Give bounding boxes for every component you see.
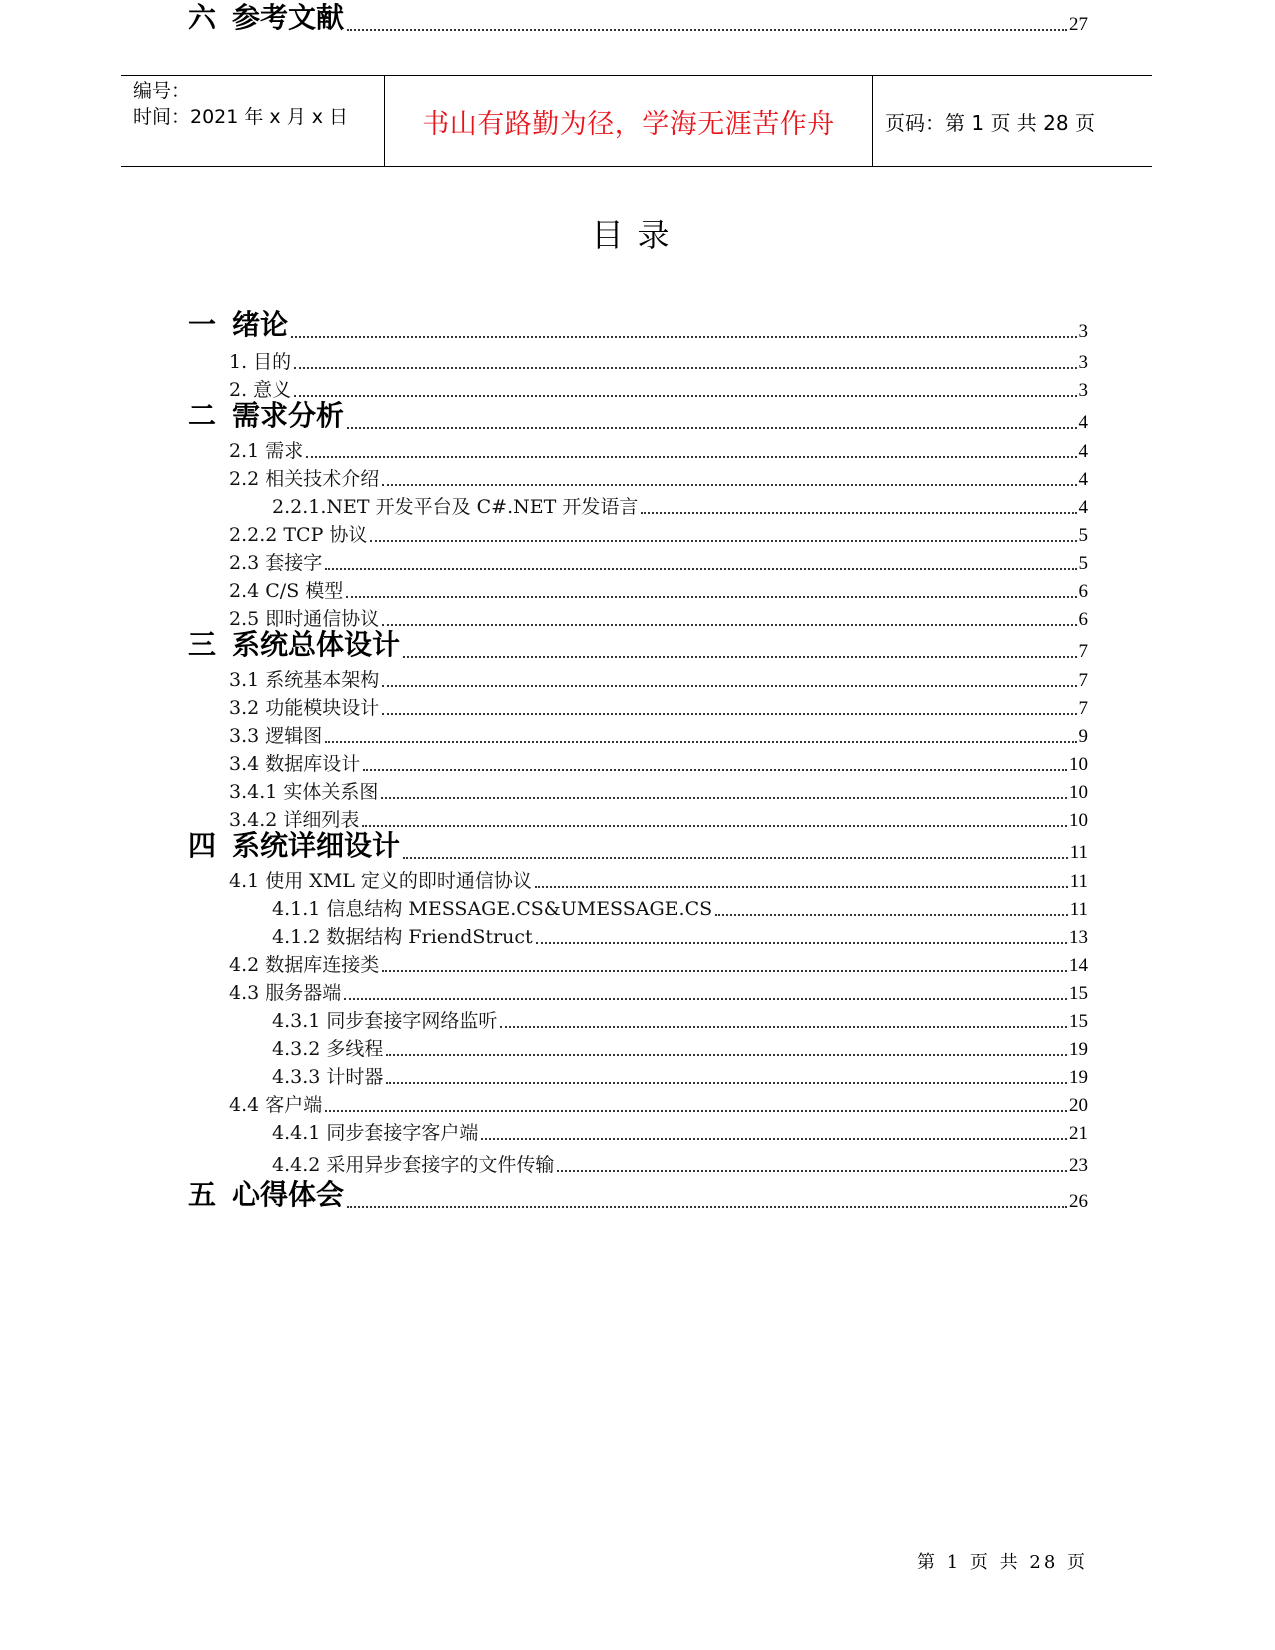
- dot-leader: [382, 624, 1076, 626]
- dot-leader: [500, 1026, 1067, 1028]
- toc-entry-title: 4.4.1 同步套接字客户端: [272, 1122, 479, 1144]
- header-left-cell: [121, 76, 385, 166]
- dot-leader: [386, 1054, 1067, 1056]
- toc-entry-title: 4.4 客户端: [229, 1094, 323, 1116]
- toc-entry: [229, 668, 1088, 692]
- toc-page-number: 10: [1069, 810, 1088, 831]
- page-footer: 第 1 页 共 28 页: [917, 1552, 1088, 1573]
- toc-entry: [229, 551, 1088, 575]
- toc-entry-title: 4.1.2 数据结构 FriendStruct: [272, 926, 533, 948]
- chapter-title: 心得体会: [232, 1178, 345, 1211]
- toc-page-number: 20: [1069, 1095, 1088, 1116]
- dot-leader: [325, 1110, 1067, 1112]
- dot-leader: [403, 857, 1068, 859]
- toc-entry-title: [188, 824, 400, 864]
- time-label: 时间：2021 年 x 月 x 日: [133, 106, 349, 128]
- toc-entry: [188, 0, 1088, 36]
- toc-entry: [229, 439, 1088, 463]
- toc-entry-title: 2.5 即时通信协议: [229, 608, 380, 630]
- dot-leader: [346, 596, 1076, 598]
- toc-page-number: 3: [1078, 352, 1088, 373]
- toc-entry-title: 4.2 数据库连接类: [229, 954, 380, 976]
- toc-entry: [229, 752, 1088, 776]
- toc-entry-title: 3.2 功能模块设计: [229, 697, 380, 719]
- dot-leader: [641, 512, 1076, 514]
- toc-entry-title: 4.1 使用 XML 定义的即时通信协议: [229, 870, 532, 892]
- chapter-title: 系统详细设计: [232, 829, 401, 862]
- dot-leader: [325, 568, 1076, 570]
- toc-entry-title: 1. 目的: [229, 351, 292, 373]
- toc-entry: [188, 627, 1088, 663]
- dot-leader: [344, 998, 1067, 1000]
- dot-leader: [386, 1082, 1067, 1084]
- toc-page-number: 3: [1078, 380, 1088, 401]
- toc-entry: [272, 925, 1088, 949]
- toc-page-number: 6: [1078, 609, 1088, 630]
- dot-leader: [382, 713, 1076, 715]
- toc-page-number: 7: [1078, 698, 1088, 719]
- chapter-number: 四: [188, 829, 217, 862]
- toc-page-number: 4: [1078, 412, 1088, 433]
- toc-entry: [272, 897, 1088, 921]
- dot-leader: [294, 367, 1076, 369]
- toc-entry: [272, 495, 1088, 519]
- chapter-number: 一: [188, 308, 217, 341]
- toc-page-number: 5: [1078, 525, 1088, 546]
- toc-entry-title: 2.2.1.NET 开发平台及 C#.NET 开发语言: [272, 496, 639, 518]
- toc-entry-title: 4.3.1 同步套接字网络监听: [272, 1010, 498, 1032]
- toc-entry-title: 2.2.2 TCP 协议: [229, 524, 368, 546]
- toc-entry: [229, 981, 1088, 1005]
- dot-leader: [362, 825, 1067, 827]
- dot-leader: [325, 741, 1076, 743]
- dot-leader: [403, 656, 1076, 658]
- chapter-number: 三: [188, 628, 217, 661]
- toc-entry: [229, 523, 1088, 547]
- toc-entry-title: [188, 303, 288, 343]
- toc-entry: [229, 1093, 1088, 1117]
- toc-page-number: 14: [1069, 955, 1088, 976]
- toc-entry-title: [188, 1173, 344, 1213]
- toc-page-number: 23: [1069, 1155, 1088, 1176]
- toc-entry-title: 3.4.2 详细列表: [229, 809, 360, 831]
- toc-page-number: 3: [1078, 321, 1088, 342]
- toc-entry: [229, 780, 1088, 804]
- toc-entry-title: [188, 0, 344, 36]
- chapter-number: 二: [188, 399, 217, 432]
- dot-leader: [363, 769, 1067, 771]
- toc-entry: [229, 467, 1088, 491]
- dot-leader: [382, 685, 1076, 687]
- toc-entry-title: [188, 623, 400, 663]
- dot-leader: [481, 1138, 1067, 1140]
- toc-entry: [229, 724, 1088, 748]
- toc-entry-title: 2.4 C/S 模型: [229, 580, 344, 602]
- dot-leader: [381, 797, 1067, 799]
- chapter-number: 六: [188, 1, 217, 34]
- toc-entry: [229, 953, 1088, 977]
- toc-entry: [272, 1121, 1088, 1145]
- toc-entry-title: 2. 意义: [229, 379, 292, 401]
- toc-page-number: 11: [1069, 899, 1088, 920]
- toc-page-number: 13: [1069, 927, 1088, 948]
- toc-page-number: 7: [1078, 641, 1088, 662]
- toc-entry: [188, 828, 1088, 864]
- motto-text: 书山有路勤为径，学海无涯苦作舟: [422, 108, 835, 140]
- serial-label: 编号：: [133, 80, 191, 102]
- toc-page-number: 19: [1069, 1039, 1088, 1060]
- toc-page-number: 9: [1078, 726, 1088, 747]
- dot-leader: [347, 29, 1067, 31]
- toc-entry-title: [188, 394, 344, 434]
- toc-entry-title: 4.1.1 信息结构 MESSAGE.CS&UMESSAGE.CS: [272, 898, 713, 920]
- toc-entry: [229, 869, 1088, 893]
- toc-page-number: 5: [1078, 553, 1088, 574]
- toc-page-number: 15: [1069, 983, 1088, 1004]
- dot-leader: [370, 540, 1076, 542]
- toc-page-number: 27: [1069, 14, 1088, 35]
- toc-entry: [272, 1153, 1088, 1177]
- toc-page-number: 26: [1069, 1191, 1088, 1212]
- header-middle-cell: [385, 76, 873, 166]
- toc-entry-title: 2.3 套接字: [229, 552, 323, 574]
- toc-page-number: 15: [1069, 1011, 1088, 1032]
- toc-entry-title: 3.4 数据库设计: [229, 753, 361, 775]
- dot-leader: [291, 336, 1076, 338]
- document-title: 目录: [591, 216, 684, 254]
- toc-entry-title: 3.1 系统基本架构: [229, 669, 380, 691]
- page-header: [121, 75, 1152, 167]
- toc-entry-title: 4.4.2 采用异步套接字的文件传输: [272, 1154, 555, 1176]
- toc-entry: [272, 1037, 1088, 1061]
- toc-page-number: 21: [1069, 1123, 1088, 1144]
- toc-entry-title: 4.3 服务器端: [229, 982, 342, 1004]
- toc-entry-title: 3.4.1 实体关系图: [229, 781, 379, 803]
- dot-leader: [294, 395, 1076, 397]
- toc-entry-title: 2.1 需求: [229, 440, 304, 462]
- header-right-cell: [873, 76, 1152, 166]
- toc-entry: [229, 350, 1088, 374]
- toc-page-number: 4: [1078, 497, 1088, 518]
- toc-page-number: 11: [1069, 871, 1088, 892]
- toc-entry-title: 4.3.3 计时器: [272, 1066, 384, 1088]
- chapter-title: 系统总体设计: [232, 628, 401, 661]
- dot-leader: [715, 914, 1068, 916]
- dot-leader: [306, 456, 1076, 458]
- dot-leader: [382, 970, 1067, 972]
- toc-entry: [188, 307, 1088, 343]
- toc-entry: [188, 1177, 1088, 1213]
- chapter-title: 绪论: [232, 308, 289, 341]
- chapter-number: 五: [188, 1178, 217, 1211]
- dot-leader: [536, 942, 1067, 944]
- toc-entry: [272, 1065, 1088, 1089]
- toc-entry-title: 2.2 相关技术介绍: [229, 468, 380, 490]
- toc-entry: [272, 1009, 1088, 1033]
- toc-entry: [229, 696, 1088, 720]
- toc-entry-title: 3.3 逻辑图: [229, 725, 323, 747]
- toc-page-number: 10: [1069, 782, 1088, 803]
- toc-entry-title: 4.3.2 多线程: [272, 1038, 384, 1060]
- toc-page-number: 19: [1069, 1067, 1088, 1088]
- dot-leader: [347, 427, 1076, 429]
- toc-page-number: 4: [1078, 469, 1088, 490]
- chapter-title: 需求分析: [232, 399, 345, 432]
- toc-page-number: 11: [1069, 842, 1088, 863]
- dot-leader: [347, 1206, 1067, 1208]
- dot-leader: [535, 886, 1068, 888]
- toc-page-number: 4: [1078, 441, 1088, 462]
- dot-leader: [382, 484, 1076, 486]
- toc-entry: [188, 398, 1088, 434]
- chapter-title: 参考文献: [232, 1, 345, 34]
- dot-leader: [557, 1170, 1067, 1172]
- page-code: 页码：第 1 页 共 28 页: [885, 110, 1095, 135]
- toc-page-number: 7: [1078, 670, 1088, 691]
- toc-page-number: 6: [1078, 581, 1088, 602]
- toc-page-number: 10: [1069, 754, 1088, 775]
- toc-entry: [229, 579, 1088, 603]
